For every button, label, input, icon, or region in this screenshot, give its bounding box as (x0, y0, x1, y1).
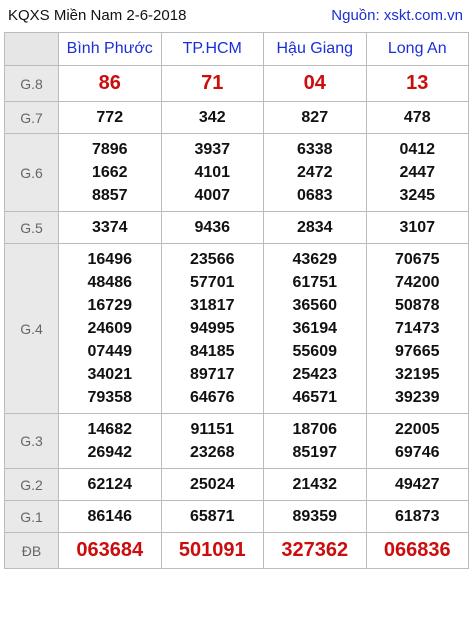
result-cell (59, 212, 162, 244)
prize-label: G.2 (5, 469, 59, 501)
result-cell (366, 66, 469, 102)
province-header[interactable]: Bình Phước (59, 33, 162, 66)
result-cell (161, 212, 264, 244)
result-cell (264, 212, 367, 244)
result-number: 0683 (296, 187, 333, 204)
prize-row (5, 533, 469, 569)
result-cell (264, 134, 367, 212)
result-number: 327362 (281, 539, 349, 561)
prize-row (5, 469, 469, 501)
result-number: 21432 (292, 476, 337, 493)
result-number: 85197 (292, 444, 337, 461)
result-number: 18706 (292, 421, 337, 438)
result-number: 64676 (190, 389, 235, 406)
prize-label: ĐB (5, 533, 59, 569)
result-number: 827 (301, 109, 329, 126)
province-header-row (5, 33, 469, 66)
result-cell (366, 533, 469, 569)
prize-label: G.6 (5, 134, 59, 212)
result-number: 61751 (292, 274, 337, 291)
result-number: 3107 (399, 219, 436, 236)
result-number: 3245 (399, 187, 436, 204)
province-header[interactable]: Long An (366, 33, 469, 66)
result-number: 25024 (190, 476, 235, 493)
result-number: 3937 (194, 141, 231, 158)
result-number: 97665 (395, 343, 440, 360)
result-number: 50878 (395, 297, 440, 314)
result-number: 57701 (190, 274, 235, 291)
result-cell (264, 469, 367, 501)
result-number: 23566 (190, 251, 235, 268)
result-number: 36194 (292, 320, 337, 337)
result-number: 2447 (399, 164, 436, 181)
result-cell (366, 134, 469, 212)
result-number: 6338 (296, 141, 333, 158)
result-number: 04 (303, 72, 326, 94)
header-bar (4, 0, 469, 32)
result-cell (161, 414, 264, 469)
result-cell (366, 414, 469, 469)
result-cell (59, 244, 162, 414)
result-number: 0412 (399, 141, 436, 158)
result-number: 24609 (87, 320, 132, 337)
result-number: 1662 (91, 164, 128, 181)
result-number: 16729 (87, 297, 132, 314)
result-cell (161, 102, 264, 134)
result-cell (161, 244, 264, 414)
result-cell (161, 533, 264, 569)
result-number: 46571 (292, 389, 337, 406)
result-cell (59, 102, 162, 134)
result-number: 7896 (91, 141, 128, 158)
result-number: 39239 (395, 389, 440, 406)
result-cell (366, 501, 469, 533)
result-cell (161, 66, 264, 102)
result-number: 70675 (395, 251, 440, 268)
result-number: 32195 (395, 366, 440, 383)
result-cell (264, 102, 367, 134)
result-cell (59, 134, 162, 212)
result-number: 48486 (87, 274, 132, 291)
result-cell (366, 244, 469, 414)
result-number: 91151 (190, 421, 235, 438)
result-number: 89359 (292, 508, 337, 525)
result-number: 84185 (190, 343, 235, 360)
page-title: KQXS Miền Nam 2-6-2018 (8, 7, 187, 24)
result-number: 25423 (292, 366, 337, 383)
result-number: 23268 (190, 444, 235, 461)
result-cell (59, 414, 162, 469)
result-number: 501091 (178, 539, 246, 561)
result-number: 26942 (87, 444, 132, 461)
result-cell (161, 469, 264, 501)
result-number: 478 (403, 109, 431, 126)
result-number: 9436 (194, 219, 231, 236)
prize-row (5, 134, 469, 212)
result-number: 31817 (190, 297, 235, 314)
prize-row (5, 102, 469, 134)
result-number: 772 (96, 109, 124, 126)
result-number: 71473 (395, 320, 440, 337)
result-number: 16496 (87, 251, 132, 268)
result-number: 86 (98, 72, 121, 94)
result-cell (264, 501, 367, 533)
prize-label: G.7 (5, 102, 59, 134)
result-cell (264, 414, 367, 469)
result-number: 4101 (194, 164, 231, 181)
province-header[interactable]: Hậu Giang (264, 33, 367, 66)
prize-row (5, 66, 469, 102)
prize-label: G.8 (5, 66, 59, 102)
result-number: 89717 (190, 366, 235, 383)
result-number: 8857 (91, 187, 128, 204)
result-cell (366, 102, 469, 134)
result-number: 2472 (296, 164, 333, 181)
prize-label: G.5 (5, 212, 59, 244)
result-cell (161, 134, 264, 212)
result-number: 063684 (76, 539, 144, 561)
result-number: 61873 (395, 508, 440, 525)
result-number: 22005 (395, 421, 440, 438)
result-cell (264, 533, 367, 569)
result-cell (59, 533, 162, 569)
result-number: 4007 (194, 187, 231, 204)
result-cell (264, 66, 367, 102)
result-number: 342 (198, 109, 226, 126)
result-cell (366, 212, 469, 244)
result-number: 34021 (87, 366, 132, 383)
result-cell (161, 501, 264, 533)
result-number: 55609 (292, 343, 337, 360)
result-number: 62124 (87, 476, 132, 493)
result-number: 86146 (87, 508, 132, 525)
result-number: 94995 (190, 320, 235, 337)
result-number: 43629 (292, 251, 337, 268)
result-number: 07449 (87, 343, 132, 360)
result-number: 2834 (296, 219, 333, 236)
result-number: 69746 (395, 444, 440, 461)
result-number: 36560 (292, 297, 337, 314)
result-number: 14682 (87, 421, 132, 438)
result-number: 71 (201, 72, 224, 94)
source-link[interactable]: Nguồn: xskt.com.vn (331, 7, 463, 24)
header-corner (5, 33, 59, 66)
province-header[interactable]: TP.HCM (161, 33, 264, 66)
result-number: 79358 (87, 389, 132, 406)
result-number: 65871 (190, 508, 235, 525)
result-cell (366, 469, 469, 501)
result-number: 13 (406, 72, 429, 94)
prize-label: G.1 (5, 501, 59, 533)
prize-label: G.4 (5, 244, 59, 414)
result-number: 74200 (395, 274, 440, 291)
result-cell (59, 66, 162, 102)
prize-row (5, 244, 469, 414)
result-cell (264, 244, 367, 414)
result-number: 49427 (395, 476, 440, 493)
prize-label: G.3 (5, 414, 59, 469)
result-cell (59, 501, 162, 533)
result-cell (59, 469, 162, 501)
result-number: 3374 (91, 219, 128, 236)
prize-row (5, 414, 469, 469)
results-table (4, 32, 469, 569)
result-number: 066836 (383, 539, 451, 561)
prize-row (5, 212, 469, 244)
prize-row (5, 501, 469, 533)
